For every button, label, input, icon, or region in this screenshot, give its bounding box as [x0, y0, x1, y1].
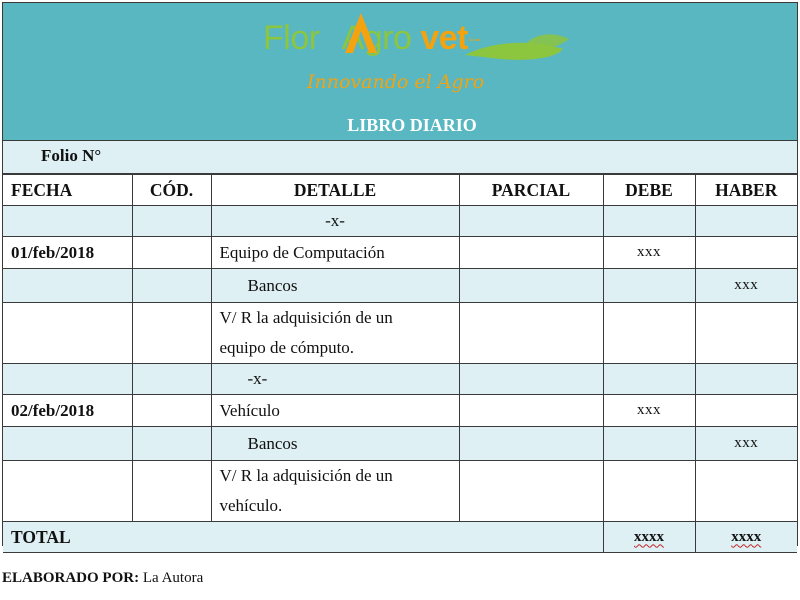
entry-description: V/ R la adquisición de un vehículo.	[211, 461, 459, 522]
credit-account: Bancos	[211, 269, 459, 303]
table-header-row	[3, 175, 797, 206]
logo-wordmark: Flor Agro vetCía. Ltda.	[263, 19, 481, 57]
journal-table	[3, 174, 797, 553]
page-title: LIBRO DIARIO	[347, 115, 477, 135]
logo-tagline: Innovando el Agro	[307, 71, 485, 93]
table-row	[3, 427, 797, 461]
column-header-detalle: DETALLE	[211, 175, 459, 206]
entry-separator-row	[3, 206, 797, 237]
logo-suffix: Cía. Ltda.	[467, 37, 481, 43]
entry-date: 01/feb/2018	[3, 237, 132, 269]
column-header-cod: CÓD.	[132, 175, 211, 206]
credit-account: Bancos	[211, 427, 459, 461]
footer-credit	[2, 570, 203, 587]
debit-account: Vehículo	[211, 395, 459, 427]
entry-description: V/ R la adquisición de un equipo de cómputo.	[211, 303, 459, 364]
total-haber: xxxx	[695, 522, 797, 553]
table-row	[3, 269, 797, 303]
header-banner	[3, 3, 797, 141]
debit-amount: xxx	[603, 395, 695, 427]
entry-separator-row	[3, 364, 797, 395]
credit-amount: xxx	[695, 427, 797, 461]
company-logo	[263, 9, 573, 101]
column-header-debe: DEBE	[603, 175, 695, 206]
table-row	[3, 237, 797, 269]
table-row	[3, 303, 797, 364]
total-row	[3, 522, 797, 553]
credit-amount: xxx	[695, 269, 797, 303]
entry-separator: -x-	[211, 206, 459, 237]
entry-date: 02/feb/2018	[3, 395, 132, 427]
total-debe: xxxx	[603, 522, 695, 553]
entry-separator: -x-	[211, 364, 459, 395]
total-label: TOTAL	[3, 522, 603, 553]
mountain-icon	[343, 11, 379, 55]
column-header-haber: HABER	[695, 175, 797, 206]
debit-amount: xxx	[603, 237, 695, 269]
folio-label: Folio N°	[3, 141, 797, 174]
debit-account: Equipo de Computación	[211, 237, 459, 269]
column-header-fecha: FECHA	[3, 175, 132, 206]
footer-value: La Autora	[142, 570, 204, 586]
journal-sheet	[2, 2, 798, 546]
footer-label: ELABORADO POR:	[2, 570, 140, 586]
table-row	[3, 395, 797, 427]
column-header-parcial: PARCIAL	[459, 175, 603, 206]
table-row	[3, 461, 797, 522]
leaf-icon	[463, 33, 573, 69]
